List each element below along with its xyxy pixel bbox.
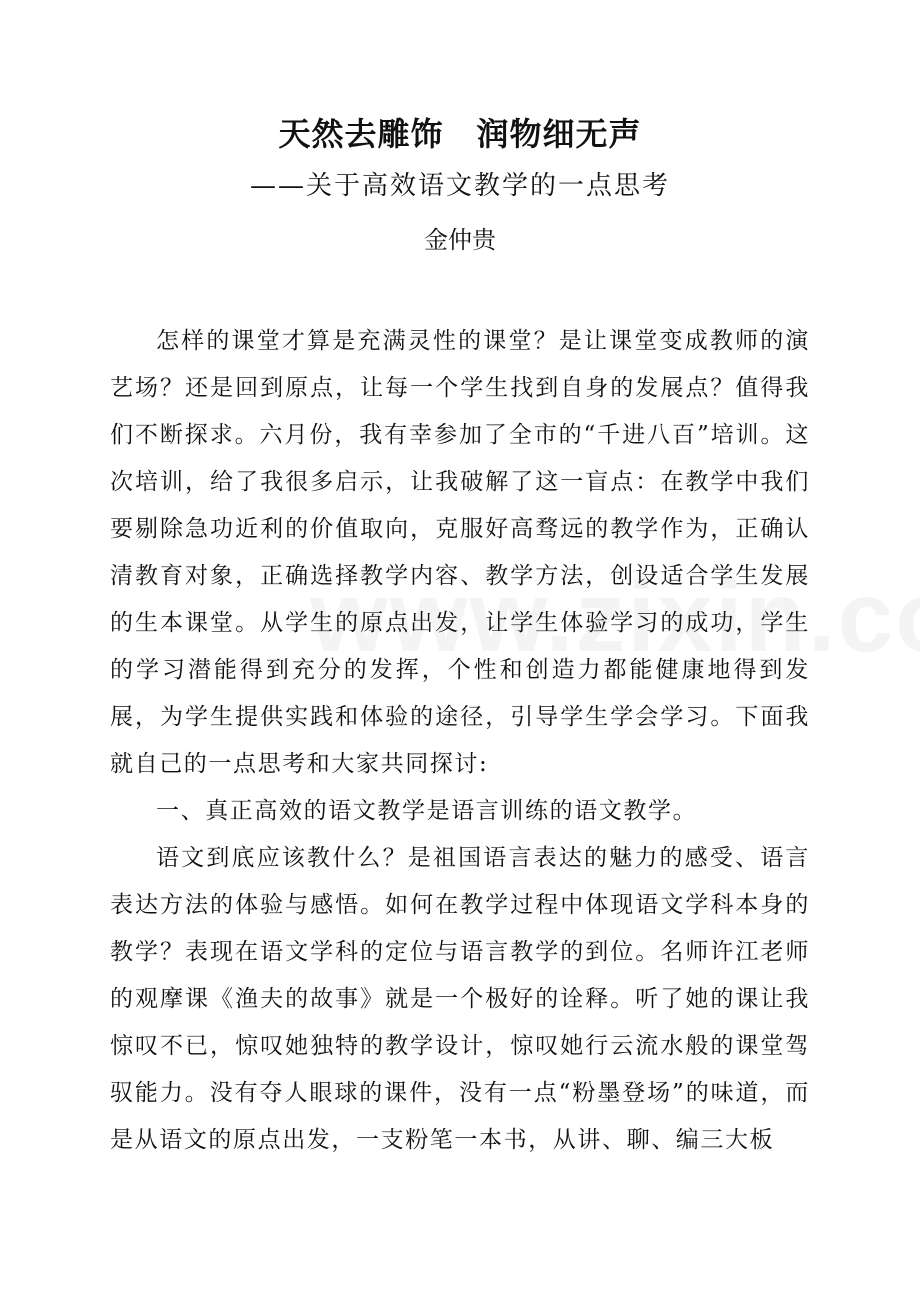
document-title: 天然去雕饰 润物细无声 (278, 115, 642, 153)
paragraph-intro: 怎样的课堂才算是充满灵性的课堂？是让课堂变成教师的演艺场？还是回到原点，让每一个学生找到自身的发展点？值得我们不断探求。六月份，我有幸参加了全市的“千进八百”培训。这次培训，给了我很多启示，让我破解了这一盲点：在教学中我们要剔除急功近利的价值取向，克服好高骛远的教学作为，正确认清教育对象，正确选择教学内容、教学方法，创设适合学生发展的生本课堂。从学生的原点出发，让学生体验学习的成功，学生的学习潜能得到充分的发挥，个性和创造力都能健康地得到发展，为学生提供实践和体验的途径，引导学生学会学习。下面我就自己的一点思考和大家共同探讨: (110, 328, 810, 777)
section-heading-1: 一、真正高效的语文教学是语言训练的语文教学。 (156, 798, 698, 824)
document-author: 金仲贵 (424, 226, 496, 254)
document-body (110, 318, 810, 1164)
document-subtitle: ——关于高效语文教学的一点思考 (249, 171, 670, 201)
paragraph-section-1: 语文到底应该教什么？是祖国语言表达的魅力的感受、语言表达方法的体验与感悟。如何在教学过程中体现语文学科本身的教学？表现在语文学科的定位与语言教学的到位。名师许江老师的观摩课《渔夫的故事》就是一个极好的诠释。听了她的课让我惊叹不已，惊叹她独特的教学设计，惊叹她行云流水般的课堂驾驭能力。没有夺人眼球的课件，没有一点“粉墨登场”的味道，而是从语文的原点出发，一支粉笔一本书，从讲、聊、编三大板 (110, 845, 810, 1153)
